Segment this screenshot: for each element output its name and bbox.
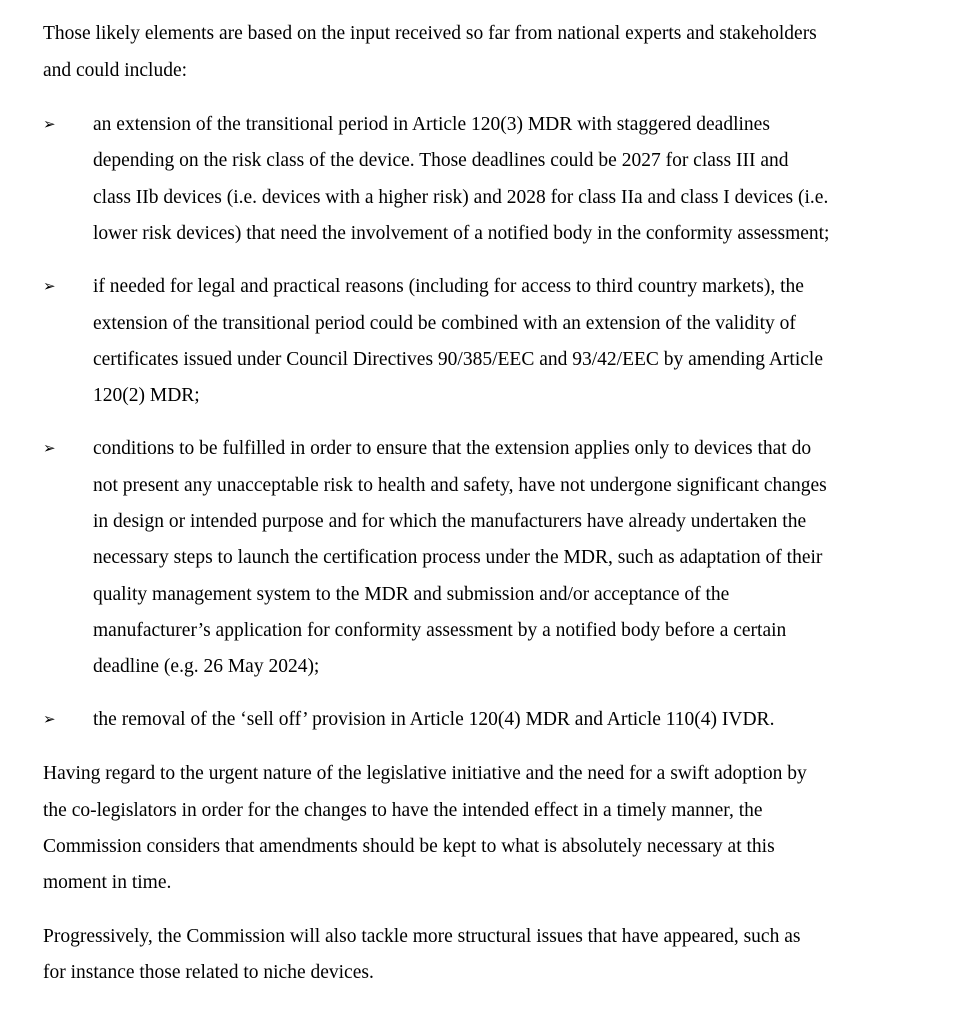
item-3-line-1: conditions to be fulfilled in order to ensure that the extension applies only to devices that do [93, 438, 812, 459]
item-2-line-1: if needed for legal and practical reasons (including for access to third country markets), the [93, 276, 804, 297]
item-3-line-2: not present any unacceptable risk to health and safety, have not undergone significant changes [93, 475, 827, 496]
closing-line-4: moment in time. [43, 872, 172, 893]
item-3-line-7: deadline (e.g. 26 May 2024); [93, 656, 320, 677]
item-3-line-4: necessary steps to launch the certification process under the MDR, such as adaptation of their [93, 547, 823, 568]
bullet-arrow-icon: ➢ [43, 712, 56, 728]
item-1-line-2: depending on the risk class of the device. Those deadlines could be 2027 for class III and [93, 150, 789, 171]
item-2-line-4: 120(2) MDR; [93, 385, 200, 406]
bullet-arrow-icon: ➢ [43, 441, 56, 457]
item-4-line-1: the removal of the ‘sell off’ provision in Article 120(4) MDR and Article 110(4) IVDR. [93, 709, 775, 730]
item-1-line-3: class IIb devices (i.e. devices with a higher risk) and 2028 for class IIa and class I devices (i.e. [93, 187, 829, 208]
closing-line-1: Having regard to the urgent nature of the legislative initiative and the need for a swift adoption by [43, 763, 807, 784]
item-1-line-1: an extension of the transitional period in Article 120(3) MDR with staggered deadlines [93, 114, 770, 135]
progressive-line-1: Progressively, the Commission will also tackle more structural issues that have appeared, such as [43, 926, 801, 947]
item-1-line-4: lower risk devices) that need the involvement of a notified body in the conformity assessment; [93, 223, 830, 244]
item-3-line-3: in design or intended purpose and for which the manufacturers have already undertaken the [93, 511, 807, 532]
intro-line-2: and could include: [43, 60, 188, 81]
bullet-arrow-icon: ➢ [43, 117, 56, 133]
item-3-line-5: quality management system to the MDR and submission and/or acceptance of the [93, 584, 730, 605]
item-3-line-6: manufacturer’s application for conformity assessment by a notified body before a certain [93, 620, 787, 641]
bullet-arrow-icon: ➢ [43, 279, 56, 295]
item-2-line-3: certificates issued under Council Directives 90/385/EEC and 93/42/EEC by amending Article [93, 349, 823, 370]
item-2-line-2: extension of the transitional period could be combined with an extension of the validity of [93, 313, 796, 334]
intro-line-1: Those likely elements are based on the input received so far from national experts and stakeholders [43, 23, 817, 44]
closing-line-2: the co-legislators in order for the changes to have the intended effect in a timely manner, the [43, 800, 763, 821]
closing-line-3: Commission considers that amendments should be kept to what is absolutely necessary at this [43, 836, 775, 857]
progressive-line-2: for instance those related to niche devices. [43, 962, 374, 983]
